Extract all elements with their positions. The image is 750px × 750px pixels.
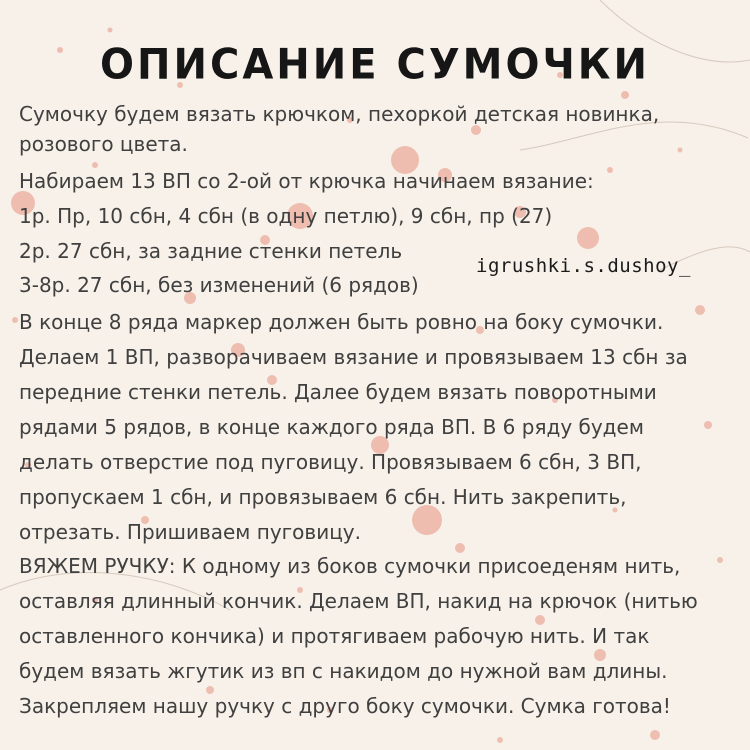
author-handle: igrushki.s.dushoy_	[476, 255, 691, 277]
page-title: ОПИСАНИЕ СУМОЧКИ	[100, 40, 650, 90]
text-line: делать отверстие под пуговицу. Провязываем 6 сбн, 3 ВП,	[19, 450, 642, 474]
text-line: 1р. Пр, 10 сбн, 4 сбн (в одну петлю), 9 сбн, пр (27)	[19, 204, 553, 228]
text-line: рядами 5 рядов, в конце каждого ряда ВП. В 6 ряду будем	[19, 415, 644, 439]
text-line: В конце 8 ряда маркер должен быть ровно на боку сумочки.	[19, 310, 664, 334]
text-line: розового цвета.	[19, 132, 188, 156]
text-line: оставленного кончика) и протягиваем рабочую нить. И так	[19, 624, 650, 648]
text-line: отрезать. Пришиваем пуговицу.	[19, 520, 362, 544]
text-line: Сумочку будем вязать крючком, пехоркой детская новинка,	[19, 102, 660, 126]
text-line: ВЯЖЕМ РУЧКУ: К одному из боков сумочки присоеденям нить,	[19, 554, 681, 578]
text-line: пропускаем 1 сбн, и провязываем 6 сбн. Нить закрепить,	[19, 485, 627, 509]
text-line: 3-8р. 27 сбн, без изменений (6 рядов)	[19, 273, 419, 297]
text-line: Делаем 1 ВП, разворачиваем вязание и провязываем 13 сбн за	[19, 345, 688, 369]
text-line: Закрепляем нашу ручку с друго боку сумочки. Сумка готова!	[19, 694, 671, 718]
text-line: 2р. 27 сбн, за задние стенки петель	[19, 239, 403, 263]
text-line: Набираем 13 ВП со 2-ой от крючка начинаем вязание:	[19, 169, 594, 193]
text-line: будем вязать жгутик из вп с накидом до нужной вам длины.	[19, 659, 668, 683]
text-line: передние стенки петель. Далее будем вязать поворотными	[19, 380, 657, 404]
text-line: оставляя длинный кончик. Делаем ВП, накид на крючок (нитью	[19, 589, 698, 613]
